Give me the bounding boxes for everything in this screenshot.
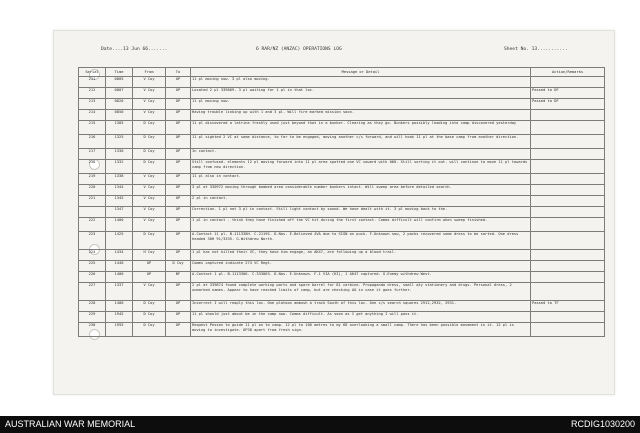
remarks-cell bbox=[531, 196, 605, 207]
time-cell: 1338 bbox=[106, 174, 133, 185]
table-row bbox=[79, 323, 605, 337]
message-cell: Comms captured indicate 274 VC Regt. bbox=[191, 261, 531, 272]
table-row bbox=[79, 272, 605, 283]
to-cell: OP bbox=[166, 185, 191, 196]
to-cell: OP bbox=[166, 149, 191, 160]
column-header: From bbox=[133, 68, 166, 77]
remarks-cell bbox=[531, 207, 605, 218]
to-cell: OP bbox=[166, 77, 191, 88]
from-cell: OP bbox=[133, 272, 166, 283]
remarks-cell bbox=[531, 135, 605, 149]
from-cell: V Coy bbox=[133, 99, 166, 110]
remarks-cell: Passed to DF bbox=[531, 88, 605, 99]
to-cell: OP bbox=[166, 283, 191, 301]
from-cell: D Coy bbox=[133, 323, 166, 337]
table-row bbox=[79, 135, 605, 149]
table-row bbox=[79, 185, 605, 196]
from-cell: D Coy bbox=[133, 160, 166, 174]
time-cell: 1434 bbox=[106, 250, 133, 261]
from-cell: V Coy bbox=[133, 174, 166, 185]
remarks-cell bbox=[531, 283, 605, 301]
serial-cell: 213 bbox=[79, 99, 106, 110]
message-cell: 11 pl discovered a latrine freshly used just beyond that in a bunker. Clearing as they go. Bunkers possibly leading into camp discovered yesterday bbox=[191, 121, 531, 135]
from-cell: V Coy bbox=[133, 196, 166, 207]
table-row bbox=[79, 99, 605, 110]
time-cell: 1305 bbox=[106, 121, 133, 135]
time-cell: 1325 bbox=[106, 135, 133, 149]
log-sheet bbox=[53, 30, 615, 395]
time-cell: 1344 bbox=[106, 185, 133, 196]
serial-cell bbox=[79, 207, 106, 218]
remarks-cell bbox=[531, 232, 605, 250]
to-cell: OP bbox=[166, 301, 191, 312]
time-cell: 1400 bbox=[106, 301, 133, 312]
remarks-cell bbox=[531, 174, 605, 185]
to-cell: OP bbox=[166, 160, 191, 174]
from-cell: OP bbox=[133, 261, 166, 272]
remarks-cell bbox=[531, 77, 605, 88]
time-cell: 1425 bbox=[106, 232, 133, 250]
column-header: Message or Detail bbox=[191, 68, 531, 77]
table-row bbox=[79, 232, 605, 250]
remarks-cell bbox=[531, 261, 605, 272]
remarks-cell bbox=[531, 121, 605, 135]
to-cell: OP bbox=[166, 207, 191, 218]
to-cell: OP bbox=[166, 121, 191, 135]
from-cell: V Coy bbox=[133, 110, 166, 121]
time-cell: 0850 bbox=[106, 110, 133, 121]
column-header: Time bbox=[106, 68, 133, 77]
from-cell: V Coy bbox=[133, 218, 166, 232]
operations-log-table bbox=[78, 67, 605, 337]
from-cell: D Coy bbox=[133, 312, 166, 323]
remarks-cell bbox=[531, 323, 605, 337]
to-cell: OP bbox=[166, 323, 191, 337]
remarks-cell: Passed to DF bbox=[531, 99, 605, 110]
time-cell: 1440 bbox=[106, 261, 133, 272]
from-cell: V Coy bbox=[133, 77, 166, 88]
message-cell: A.Contact 11 pl. B.111338H. C.2119S. D.Nos. E.Believed 4VA due to SIGN on puck. F.Unknown now, 2 packs recovered some dress to be sorted. One dress headed 30H 91/3335. G.Withdrew North. bbox=[191, 232, 531, 250]
message-cell: 3 pl at 330972 moving through bombed area considerable number bunkers intact. Will sweep area before detailed search. bbox=[191, 185, 531, 196]
serial-cell: 226 bbox=[79, 272, 106, 283]
remarks-cell bbox=[531, 149, 605, 160]
table-row bbox=[79, 250, 605, 261]
to-cell: BF bbox=[166, 272, 191, 283]
message-cell: 1 pl has not killed their VC, they have him engage, an AK47, are following up a blood trail. bbox=[191, 250, 531, 261]
serial-cell: 224 bbox=[79, 250, 106, 261]
table-row bbox=[79, 174, 605, 185]
remarks-cell bbox=[531, 250, 605, 261]
serial-cell: 211 bbox=[79, 77, 106, 88]
from-cell: V Coy bbox=[133, 283, 166, 301]
to-cell: OP bbox=[166, 312, 191, 323]
column-header: Action/Remarks bbox=[531, 68, 605, 77]
message-cell: 11 pl also in contact. bbox=[191, 174, 531, 185]
message-cell: 11 pl moving now. bbox=[191, 99, 531, 110]
from-cell: V Coy bbox=[133, 88, 166, 99]
remarks-cell bbox=[531, 218, 605, 232]
serial-cell: 229 bbox=[79, 312, 106, 323]
from-cell: H Coy bbox=[133, 250, 166, 261]
table-row bbox=[79, 88, 605, 99]
from-cell: V Coy bbox=[133, 185, 166, 196]
table-row bbox=[79, 110, 605, 121]
table-row bbox=[79, 283, 605, 301]
message-cell: 11 pl moving now. 3 pl also moving. bbox=[191, 77, 531, 88]
to-cell: OP bbox=[166, 218, 191, 232]
time-cell: 1347 bbox=[106, 207, 133, 218]
to-cell: OP bbox=[166, 99, 191, 110]
table-row bbox=[79, 77, 605, 88]
from-cell: D Coy bbox=[133, 121, 166, 135]
to-cell: OP bbox=[166, 196, 191, 207]
from-cell: V Coy bbox=[133, 207, 166, 218]
serial-cell: 217 bbox=[79, 149, 106, 160]
archive-name: AUSTRALIAN WAR MEMORIAL bbox=[5, 419, 136, 429]
remarks-cell bbox=[531, 110, 605, 121]
message-cell: A.Contact 1 pl. B.1113306. C.333063. D.Nos. E.Unknown. F.1 VIA (KI), 1 AK47 captured. G.Enemy withdrew West. bbox=[191, 272, 531, 283]
from-cell: D Coy bbox=[133, 135, 166, 149]
serial-cell: 223 bbox=[79, 232, 106, 250]
message-cell: Incorrect I will reaply this loc. One platoon ambush a track South of this loc. One c/s search squares 2912,2932, 2931. bbox=[191, 301, 531, 312]
to-cell: OP bbox=[166, 135, 191, 149]
table-row bbox=[79, 121, 605, 135]
column-header: Serial bbox=[79, 68, 106, 77]
table-row bbox=[79, 301, 605, 312]
from-cell: D Coy bbox=[133, 301, 166, 312]
archive-footer bbox=[0, 416, 640, 433]
message-cell: Located 2 pl 339869. 3 pl waiting for 1 pl in that loc. bbox=[191, 88, 531, 99]
serial-cell: 222 bbox=[79, 218, 106, 232]
time-cell: 1337 bbox=[106, 283, 133, 301]
to-cell: OP bbox=[166, 232, 191, 250]
time-cell: 0805 bbox=[106, 77, 133, 88]
remarks-cell: Passed to TF bbox=[531, 301, 605, 312]
serial-cell: 219 bbox=[79, 174, 106, 185]
from-cell: D Coy bbox=[133, 232, 166, 250]
message-cell: 11 pl sighted 2 VC at some distance, to far to be engaged, moving another c/s forward, and will hook 11 pl at the base camp from another direction. bbox=[191, 135, 531, 149]
serial-cell: 225 bbox=[79, 261, 106, 272]
to-cell: OP bbox=[166, 174, 191, 185]
archive-reference: RCDIG1030200 bbox=[570, 419, 635, 429]
table-row bbox=[79, 218, 605, 232]
time-cell: 1332 bbox=[106, 160, 133, 174]
serial-cell: 218 bbox=[79, 160, 106, 174]
log-date: Date....13 Jun 66....... bbox=[101, 47, 168, 52]
to-cell: D Coy bbox=[166, 261, 191, 272]
time-cell: 1330 bbox=[106, 149, 133, 160]
table-header-row bbox=[79, 68, 605, 77]
time-cell: 1345 bbox=[106, 196, 133, 207]
remarks-cell bbox=[531, 272, 605, 283]
serial-cell: 227 bbox=[79, 283, 106, 301]
from-cell: D Coy bbox=[133, 149, 166, 160]
serial-cell: 216 bbox=[79, 135, 106, 149]
message-cell: 2 pl at 339874 found complete working parts and spare barrel for 81 carbine. Propaganda dress, small qty stationery and drugs. Personal dress, 2 unmarked names. Appear to have reached limits of camp, but are checking AO in case it goes further. bbox=[191, 283, 531, 301]
log-entries bbox=[79, 77, 605, 337]
table-row bbox=[79, 149, 605, 160]
sheet-number: Sheet No. 13........... bbox=[504, 47, 568, 52]
message-cell: Having trouble linking up with 1 and 3 pl. Will fire marked mission soon. bbox=[191, 110, 531, 121]
table-row bbox=[79, 261, 605, 272]
table-row bbox=[79, 196, 605, 207]
table-row bbox=[79, 312, 605, 323]
serial-cell: 215 bbox=[79, 121, 106, 135]
column-header: To bbox=[166, 68, 191, 77]
serial-cell: 230 bbox=[79, 323, 106, 337]
message-cell: 2 pl in contact. bbox=[191, 196, 531, 207]
time-cell: 1400 bbox=[106, 218, 133, 232]
time-cell: 1400 bbox=[106, 272, 133, 283]
time-cell: 0807 bbox=[106, 88, 133, 99]
serial-cell: 228 bbox=[79, 301, 106, 312]
serial-cell: 221 bbox=[79, 196, 106, 207]
message-cell: 11 pl should just about be in the camp now. Comms difficult. As soon as I get anything I will pass it. bbox=[191, 312, 531, 323]
table-row bbox=[79, 160, 605, 174]
serial-cell: 212 bbox=[79, 88, 106, 99]
to-cell: OP bbox=[166, 250, 191, 261]
serial-cell: 220 bbox=[79, 185, 106, 196]
log-title: 6 RAR/NZ (ANZAC) OPERATIONS LOG bbox=[256, 47, 342, 52]
to-cell: OP bbox=[166, 110, 191, 121]
time-cell: 0820 bbox=[106, 99, 133, 110]
remarks-cell bbox=[531, 312, 605, 323]
message-cell: Correction. 1 pl not 3 pl in contact. Still light contact by sound. We have dealt with it. 3 pl moving back to the. bbox=[191, 207, 531, 218]
remarks-cell bbox=[531, 160, 605, 174]
message-cell: Still confused. elements 12 pl moving forward into 11 pl area spotted one VC coward with 060. Still sorting it out. will continue to move 11 pl towards camp from new direction. bbox=[191, 160, 531, 174]
message-cell: 1 pl in contact - think they have finished off the VC hit during the first contact. Comms difficult will confirm when sweep finished. bbox=[191, 218, 531, 232]
message-cell: Request Pessen to guide 11 pl on to camp. 12 pl to 100 metres to my 68 overlooking a small camp. There has been possible movement in it. 12 pl is moving to investigate. OP38 apart from fresh sign. bbox=[191, 323, 531, 337]
serial-cell: 214 bbox=[79, 110, 106, 121]
to-cell: OP bbox=[166, 88, 191, 99]
message-cell: In contact. bbox=[191, 149, 531, 160]
table-row bbox=[79, 207, 605, 218]
time-cell: 1945 bbox=[106, 312, 133, 323]
remarks-cell bbox=[531, 185, 605, 196]
time-cell: 1955 bbox=[106, 323, 133, 337]
